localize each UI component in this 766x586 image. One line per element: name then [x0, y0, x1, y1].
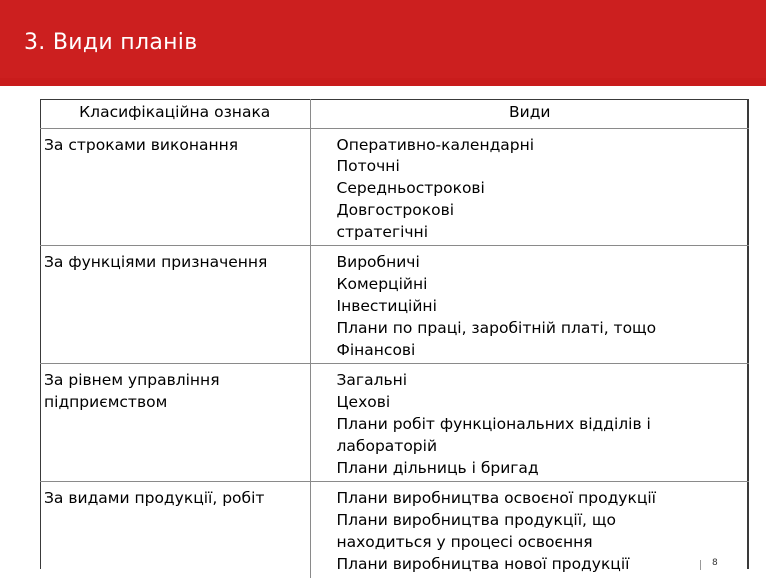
type-item: Середньострокові: [336, 179, 485, 198]
row-types: [310, 246, 749, 364]
header-types: Види: [310, 99, 749, 128]
row-sign: За строками виконання: [40, 128, 310, 246]
header-band: [0, 78, 766, 86]
table-row: [40, 246, 749, 364]
type-item: Плани робіт функціональних відділів і лабораторій: [336, 415, 651, 455]
row-sign: За функціями призначення: [40, 246, 310, 364]
type-item: Плани виробництва продукції, що находиться у процесі освоєння: [336, 511, 616, 552]
type-item: Комерційні: [336, 275, 428, 294]
slide-title: 3. Види планів: [24, 30, 198, 55]
page-number-divider: [700, 560, 701, 570]
row-sign: За рівнем управління підприємством: [40, 364, 310, 482]
type-item: Плани по праці, заробітній платі, тощо: [336, 318, 657, 337]
type-item: Загальні: [336, 371, 408, 390]
type-item: Інвестиційні: [336, 297, 437, 316]
row-types: [310, 364, 749, 482]
table-header-row: [40, 99, 749, 128]
type-item: Поточні: [336, 157, 400, 176]
type-item: Плани дільниць і бригад: [336, 458, 539, 477]
row-sign: За видами продукції, робіт: [40, 482, 310, 578]
row-types: [310, 128, 749, 246]
type-item: Фінансові: [336, 340, 416, 359]
type-item: Цехові: [336, 393, 391, 412]
type-item: Плани виробництва освоєної продукції: [336, 489, 656, 508]
header-classification-sign: Класифікаційна ознака: [40, 99, 310, 128]
type-item: Виробничі: [336, 253, 420, 272]
plan-types-table: [40, 99, 749, 578]
type-item: Довгострокові: [336, 200, 455, 219]
row-types: [310, 482, 749, 578]
table-row: [40, 128, 749, 246]
type-item: стратегічні: [336, 222, 429, 241]
table-row: [40, 364, 749, 482]
type-item: Оперативно-календарні: [336, 135, 535, 154]
page-number: 8: [712, 558, 718, 568]
type-item: Плани виробництва нової продукції: [336, 554, 630, 573]
table-row: [40, 482, 749, 578]
